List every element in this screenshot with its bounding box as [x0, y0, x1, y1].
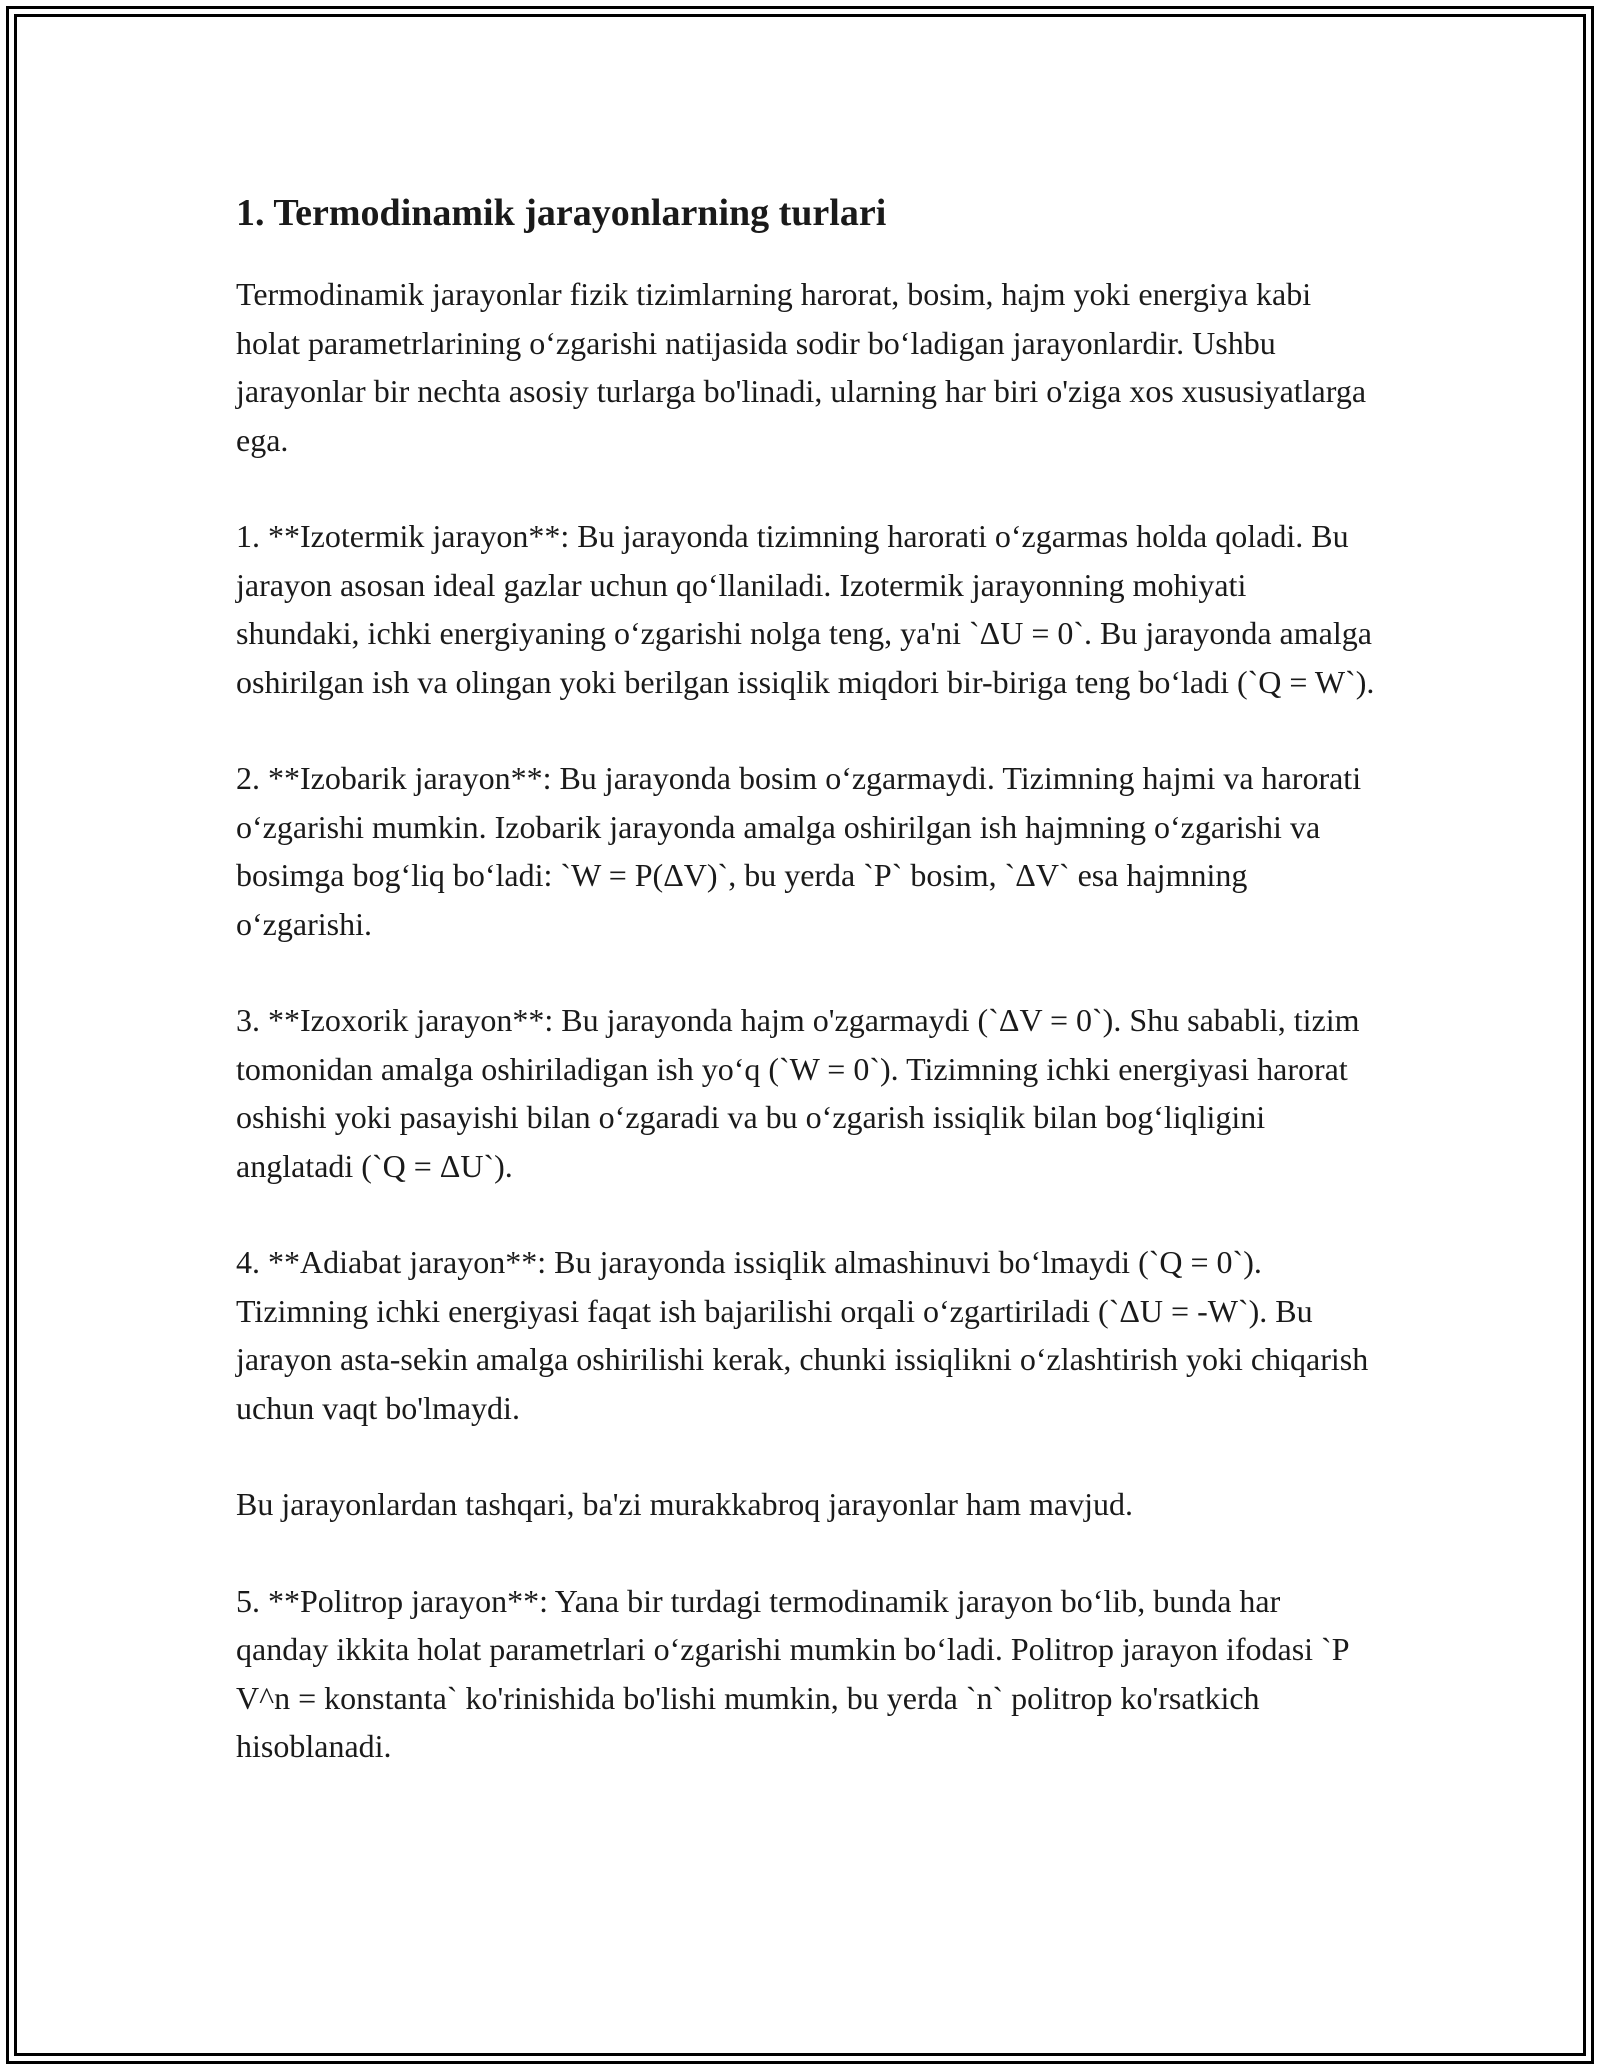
paragraph-intro: Termodinamik jarayonlar fizik tizimlarning harorat, bosim, hajm yoki energiya kabi holat parametrlarining o‘zgarishi natijasida sodir bo‘ladigan jarayonlardir. Ushbu jarayonlar bir nechta asosiy turlarga bo'linadi, ularning har biri o'ziga xos xususiyatlarga ega. [236, 276, 1367, 458]
paragraph-politrop: 5. **Politrop jarayon**: Yana bir turdagi termodinamik jarayon bo‘lib, bunda har qanday ikkita holat parametrlari o‘zgarishi mumkin bo‘ladi. Politrop jarayon ifodasi `P V^n = konstanta` ko'rinishida bo'lishi mumkin, bu yerda `n` politrop ko'rsatkich hisoblanadi. [236, 1582, 1349, 1764]
paragraph-izobarik: 2. **Izobarik jarayon**: Bu jarayonda bosim o‘zgarmaydi. Tizimning hajmi va harorati o‘zgarishi mumkin. Izobarik jarayonda amalga oshirilgan ish hajmning o‘zgarishi va bosimga bog‘liq bo‘ladi: `W = P(ΔV)`, bu yerda `P` bosim, `ΔV` esa hajmning o‘zgarishi. [236, 760, 1362, 942]
paragraph-adiabat: 4. **Adiabat jarayon**: Bu jarayonda issiqlik almashinuvi bo‘lmaydi (`Q = 0`). Tizimning ichki energiyasi faqat ish bajarilishi orqali o‘zgartiriladi (`ΔU = -W`). Bu jarayon asta-sekin amalga oshirilishi kerak, chunki issiqlikni o‘zlashtirish yoki chiqarish uchun vaqt bo'lmaydi. [236, 1244, 1369, 1426]
document-body [236, 186, 1376, 1819]
document-title: 1. Termodinamik jarayonlarning turlari [236, 192, 887, 234]
paragraph-izotermik: 1. **Izotermik jarayon**: Bu jarayonda tizimning harorati o‘zgarmas holda qoladi. Bu jarayon asosan ideal gazlar uchun qo‘llaniladi. Izotermik jarayonning mohiyati shundaki, ichki energiyaning o‘zgarishi nolga teng, ya'ni `ΔU = 0`. Bu jarayonda amalga oshirilgan ish va olingan yoki berilgan issiqlik miqdori bir-biriga teng bo‘ladi (`Q = W`). [236, 518, 1375, 700]
paragraph-transition: Bu jarayonlardan tashqari, ba'zi murakkabroq jarayonlar ham mavjud. [236, 1486, 1133, 1522]
paragraph-izoxorik: 3. **Izoxorik jarayon**: Bu jarayonda hajm o'zgarmaydi (`ΔV = 0`). Shu sababli, tizim tomonidan amalga oshiriladigan ish yo‘q (`W = 0`). Tizimning ichki energiyasi harorat oshishi yoki pasayishi bilan o‘zgaradi va bu o‘zgarish issiqlik bilan bog‘liqligini anglatadi (`Q = ΔU`). [236, 1002, 1360, 1184]
